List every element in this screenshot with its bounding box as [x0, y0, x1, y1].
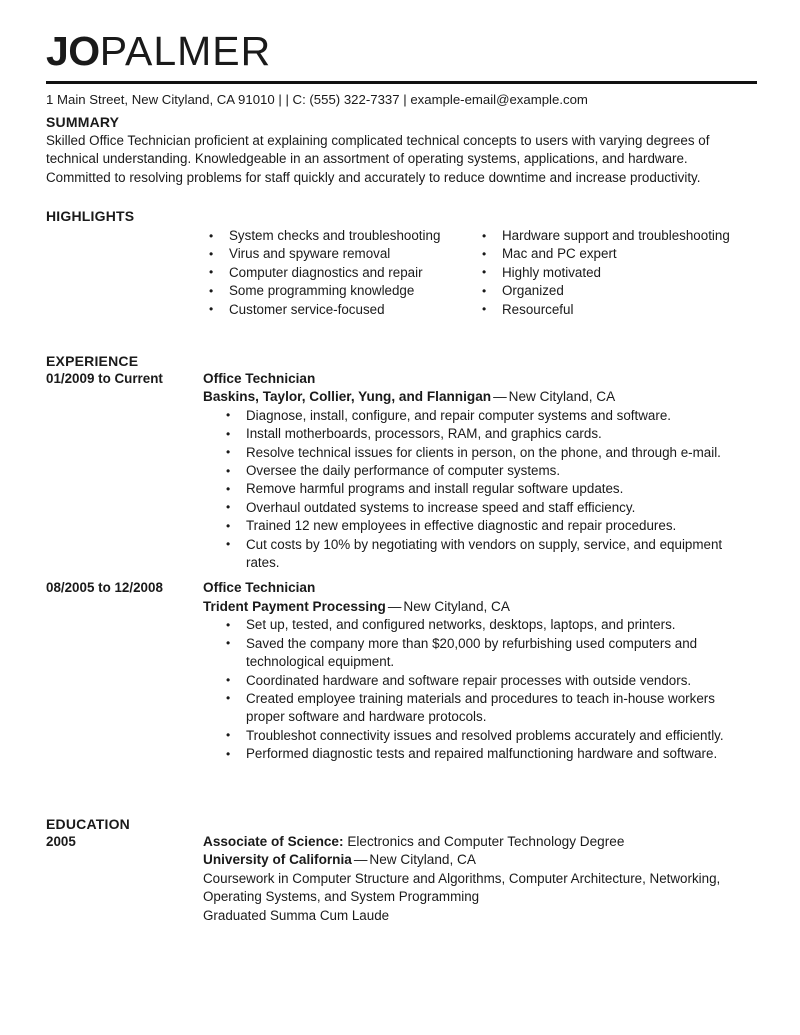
- experience-company: Trident Payment Processing: [203, 598, 386, 614]
- experience-location: New Cityland, CA: [403, 598, 510, 614]
- highlights-columns: [46, 227, 757, 342]
- education-school: University of California: [203, 852, 352, 868]
- list-item: • Resourceful: [480, 301, 740, 319]
- education-year: 2005: [46, 834, 76, 849]
- experience-job-title: Office Technician: [203, 580, 316, 596]
- experience-org-line: [203, 598, 757, 616]
- section-heading-summary: SUMMARY: [46, 114, 120, 130]
- education-separator: —: [353, 852, 368, 868]
- experience-job-title: Office Technician: [203, 371, 316, 386]
- education-honors: Graduated Summa Cum Laude: [203, 907, 390, 923]
- list-item: • Computer diagnostics and repair: [207, 264, 457, 282]
- list-item: • Some programming knowledge: [207, 282, 457, 300]
- experience-bullets: [203, 616, 757, 763]
- list-item: • System checks and troubleshooting: [207, 227, 457, 245]
- experience-entry-body: [203, 370, 757, 572]
- list-item: • Install motherboards, processors, RAM, and graphics cards.: [224, 425, 757, 443]
- experience-date-range: 08/2005 to 12/2008: [46, 580, 163, 596]
- list-item: • Mac and PC expert: [480, 245, 740, 263]
- education-section: [46, 815, 757, 925]
- candidate-first-name: JO: [46, 28, 100, 74]
- experience-entry: [46, 579, 757, 763]
- education-location: New Cityland, CA: [369, 852, 476, 868]
- entry-spacer: [46, 572, 757, 579]
- list-item: • Overhaul outdated systems to increase speed and staff efficiency.: [224, 499, 757, 517]
- list-item: • Troubleshot connectivity issues and resolved problems accurately and efficiently.: [224, 727, 757, 745]
- list-item: • Saved the company more than $20,000 by refurbishing used computers and technological equipment.: [224, 635, 757, 672]
- experience-bullets: [203, 407, 757, 573]
- experience-location: New Cityland, CA: [508, 389, 616, 405]
- list-item: • Virus and spyware removal: [207, 245, 457, 263]
- list-item: • Organized: [480, 282, 740, 300]
- list-item: • Resolve technical issues for clients in person, on the phone, and through e-mail.: [224, 444, 757, 462]
- section-heading-experience: EXPERIENCE: [46, 353, 139, 369]
- highlights-column-left: [207, 227, 457, 319]
- header-divider: [46, 81, 757, 84]
- experience-separator: —: [493, 389, 507, 405]
- list-item: • Trained 12 new employees in effective diagnostic and repair procedures.: [224, 517, 757, 535]
- highlights-column-right: [480, 227, 740, 319]
- list-item: • Customer service-focused: [207, 301, 457, 319]
- resume-header: [46, 28, 757, 108]
- candidate-last-name: PALMER: [99, 28, 272, 74]
- experience-entry: [46, 370, 757, 572]
- section-heading-highlights: HIGHLIGHTS: [46, 208, 135, 224]
- list-item: • Diagnose, install, configure, and repair computer systems and software.: [224, 407, 757, 425]
- summary-text: Skilled Office Technician proficient at explaining complicated technical concepts to users with varying degrees of technical understanding. Knowledgeable in an assortment of operating systems, applications, and hardware. Committed to resolving problems for staff quickly and accurately to reduce downtime and increase productivity.: [46, 133, 710, 185]
- experience-section: [46, 352, 757, 764]
- experience-company: Baskins, Taylor, Collier, Yung, and Flannigan: [203, 389, 492, 405]
- education-coursework: Coursework in Computer Structure and Algorithms, Computer Architecture, Networking, Operating Systems, and System Programming: [203, 870, 721, 905]
- experience-date-range: 01/2009 to Current: [46, 371, 163, 386]
- candidate-name: [46, 28, 757, 74]
- list-item: • Set up, tested, and configured networks, desktops, laptops, and printers.: [224, 616, 757, 634]
- education-degree-label: Associate of Science:: [203, 834, 344, 849]
- highlights-list-right: [480, 227, 740, 319]
- list-item: • Created employee training materials and procedures to teach in-house workers proper software and hardware protocols.: [224, 690, 757, 727]
- list-item: • Oversee the daily performance of computer systems.: [224, 462, 757, 480]
- section-heading-education: EDUCATION: [46, 816, 130, 832]
- education-entry-body: [203, 833, 757, 925]
- list-item: • Remove harmful programs and install regular software updates.: [224, 480, 757, 498]
- education-degree-field: Electronics and Computer Technology Degree: [347, 834, 625, 849]
- list-item: • Hardware support and troubleshooting: [480, 227, 740, 245]
- list-item: • Performed diagnostic tests and repaired malfunctioning hardware and software.: [224, 745, 757, 763]
- experience-separator: —: [387, 598, 402, 614]
- highlights-list-left: [207, 227, 457, 319]
- education-school-line: [203, 851, 757, 869]
- highlights-section: [46, 207, 757, 342]
- contact-info-line: 1 Main Street, New Cityland, CA 91010 | | C: (555) 322-7337 | example-email@example.com: [46, 92, 588, 107]
- list-item: • Highly motivated: [480, 264, 740, 282]
- list-item: • Cut costs by 10% by negotiating with vendors on supply, service, and equipment rates.: [224, 536, 757, 573]
- list-item: • Coordinated hardware and software repair processes with outside vendors.: [224, 672, 757, 690]
- education-entry: [46, 833, 757, 925]
- education-degree-line: [203, 833, 757, 851]
- experience-org-line: [203, 388, 757, 406]
- summary-section: [46, 113, 757, 187]
- experience-entry-body: [203, 579, 757, 763]
